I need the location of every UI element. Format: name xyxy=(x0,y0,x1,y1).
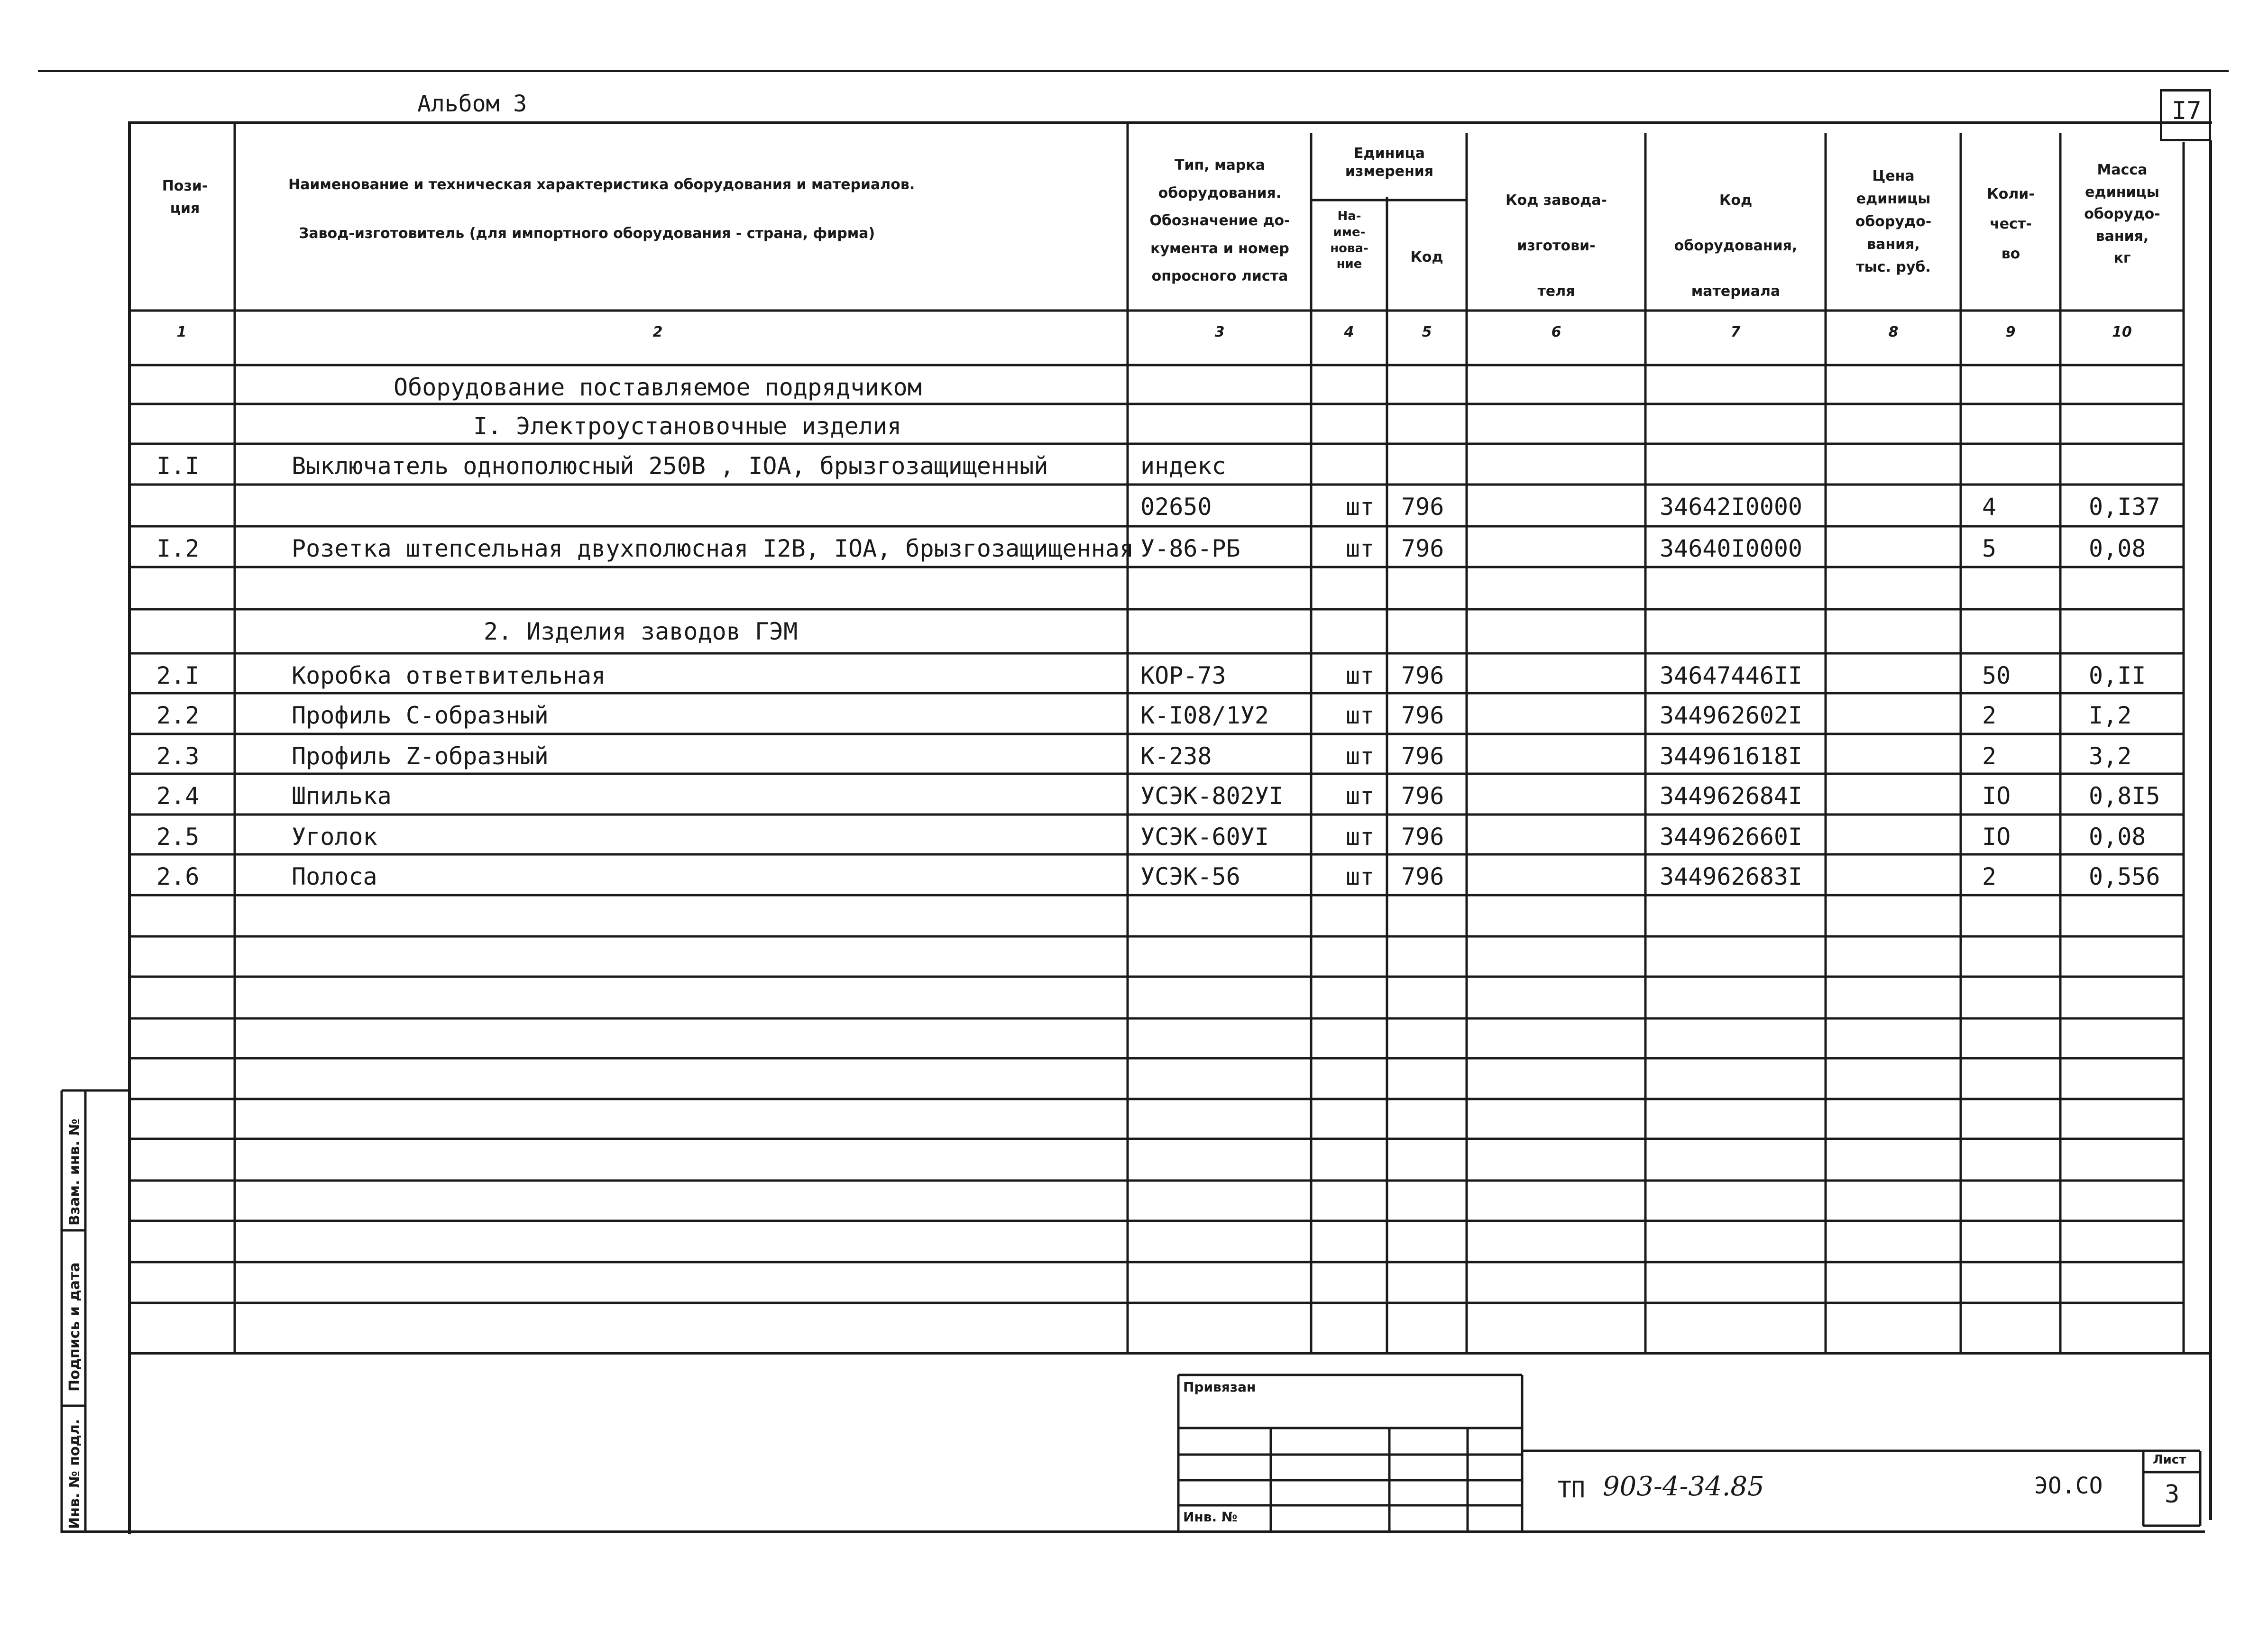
column-number: 6 xyxy=(1551,324,1561,340)
stamp-inv-label: Инв. № xyxy=(1183,1509,1238,1525)
cell-type: УСЭК-56 xyxy=(1140,863,1240,890)
cell-mass: 3,2 xyxy=(2089,742,2132,770)
cell-quantity: 2 xyxy=(1982,742,1997,770)
cell-unit-code: 796 xyxy=(1401,535,1444,562)
cell-quantity: 50 xyxy=(1982,662,2011,689)
cell-item-code: 34647446II xyxy=(1660,662,1803,689)
cell-item-code: 344962683I xyxy=(1660,863,1803,890)
column-number: 10 xyxy=(2112,324,2132,340)
side-label-signature-date: Подпись и дата xyxy=(66,1262,83,1392)
cell-unit: шт xyxy=(1346,782,1375,810)
cell-quantity: IO xyxy=(1982,782,2011,810)
cell-unit-code: 796 xyxy=(1401,662,1444,689)
header-name-line1: Наименование и техническая характеристика оборудования и материалов. xyxy=(288,176,915,193)
cell-type: индекс xyxy=(1140,452,1226,480)
column-number: 4 xyxy=(1344,324,1354,340)
cell-mass: 0,8I5 xyxy=(2089,782,2160,810)
cell-name: Розетка штепсельная двухполюсная I2В, IOA, брызгозащищенная xyxy=(292,535,1134,562)
cell-name: Оборудование поставляемое подрядчиком xyxy=(394,374,922,401)
stamp-attached-label: Привязан xyxy=(1183,1379,1256,1395)
cell-name: 2. Изделия заводов ГЭМ xyxy=(484,618,798,645)
header-unit-name: На- име- нова- ние xyxy=(1330,209,1368,272)
cell-quantity: IO xyxy=(1982,823,2011,851)
cell-quantity: 2 xyxy=(1982,863,1997,890)
cell-name: Профиль Z-образный xyxy=(292,742,549,770)
column-number: 2 xyxy=(652,324,663,340)
album-label: Альбом 3 xyxy=(417,91,527,117)
column-number: 3 xyxy=(1214,324,1225,340)
header-mass: Масса единицы оборудо- вания, кг xyxy=(2084,162,2160,266)
page-number: I7 xyxy=(2172,97,2202,125)
header-name-line2: Завод-изготовитель (для импортного оборудования - страна, фирма) xyxy=(299,225,875,242)
cell-unit-code: 796 xyxy=(1401,782,1444,810)
header-type: Тип, марка оборудования. Обозначение до- кумента и номер опросного листа xyxy=(1149,157,1290,284)
cell-mass: 0,II xyxy=(2089,662,2146,689)
column-number: 9 xyxy=(2005,324,2016,340)
column-number: 7 xyxy=(1730,324,1741,340)
header-unit-group: Единица измерения xyxy=(1345,145,1434,180)
cell-position: I.I xyxy=(156,452,200,480)
cell-mass: 0,556 xyxy=(2089,863,2160,890)
cell-position: 2.4 xyxy=(156,782,200,810)
column-number: 8 xyxy=(1888,324,1899,340)
cell-unit: шт xyxy=(1346,662,1375,689)
cell-name: Профиль С-образный xyxy=(292,702,549,729)
cell-mass: 0,08 xyxy=(2089,823,2146,851)
sheet-label: Лист xyxy=(2153,1453,2186,1467)
cell-position: 2.5 xyxy=(156,823,200,851)
column-number: 1 xyxy=(176,324,187,340)
doc-section-code: ЭО.СО xyxy=(2034,1473,2103,1499)
cell-mass: 0,08 xyxy=(2089,535,2146,562)
cell-unit-code: 796 xyxy=(1401,493,1444,521)
cell-name: Уголок xyxy=(292,823,377,851)
sheet-number: 3 xyxy=(2165,1480,2180,1509)
header-price: Цена единицы оборудо- вания, тыс. руб. xyxy=(1855,168,1932,275)
cell-unit: шт xyxy=(1346,742,1375,770)
cell-type: У-86-РБ xyxy=(1140,535,1240,562)
cell-unit-code: 796 xyxy=(1401,742,1444,770)
cell-unit: шт xyxy=(1346,702,1375,729)
cell-name: Полоса xyxy=(292,863,377,890)
cell-unit: шт xyxy=(1346,535,1375,562)
cell-name: I. Электроустановочные изделия xyxy=(473,412,902,440)
cell-mass: I,2 xyxy=(2089,702,2132,729)
doc-code-handwritten: 903-4-34.85 xyxy=(1603,1471,1764,1502)
cell-item-code: 34642I0000 xyxy=(1660,493,1803,521)
header-quantity: Коли- чест- во xyxy=(1987,186,2035,262)
cell-position: 2.6 xyxy=(156,863,200,890)
cell-item-code: 344962602I xyxy=(1660,702,1803,729)
cell-name: Коробка ответвительная xyxy=(292,662,606,689)
cell-unit-code: 796 xyxy=(1401,702,1444,729)
column-number: 5 xyxy=(1422,324,1432,340)
cell-quantity: 2 xyxy=(1982,702,1997,729)
cell-position: 2.2 xyxy=(156,702,200,729)
cell-position: 2.3 xyxy=(156,742,200,770)
cell-item-code: 344962660I xyxy=(1660,823,1803,851)
cell-item-code: 344961618I xyxy=(1660,742,1803,770)
cell-name: Выключатель однополюсный 250В , IOA, брызгозащищенный xyxy=(292,452,1048,480)
cell-unit: шт xyxy=(1346,863,1375,890)
cell-item-code: 34640I0000 xyxy=(1660,535,1803,562)
cell-type: К-I08/1У2 xyxy=(1140,702,1269,729)
header-position: Пози- ция xyxy=(162,178,208,217)
cell-position: I.2 xyxy=(156,535,200,562)
cell-quantity: 4 xyxy=(1982,493,1997,521)
cell-name: Шпилька xyxy=(292,782,392,810)
cell-type: КОР-73 xyxy=(1140,662,1226,689)
cell-unit-code: 796 xyxy=(1401,863,1444,890)
cell-item-code: 344962684I xyxy=(1660,782,1803,810)
header-unit-code: Код xyxy=(1410,249,1443,266)
cell-type: УСЭК-802УI xyxy=(1140,782,1284,810)
cell-quantity: 5 xyxy=(1982,535,1997,562)
cell-type: 02650 xyxy=(1140,493,1212,521)
doc-code-prefix: ТП xyxy=(1558,1476,1585,1503)
side-label-original-inv: Инв. № подл. xyxy=(66,1419,83,1529)
side-label-replace-inv: Взам. инв. № xyxy=(66,1118,83,1226)
cell-unit-code: 796 xyxy=(1401,823,1444,851)
cell-unit: шт xyxy=(1346,823,1375,851)
cell-mass: 0,I37 xyxy=(2089,493,2160,521)
cell-type: УСЭК-60УI xyxy=(1140,823,1269,851)
header-item-code: Код оборудования, материала xyxy=(1674,192,1798,300)
cell-position: 2.I xyxy=(156,662,200,689)
cell-type: К-238 xyxy=(1140,742,1212,770)
cell-unit: шт xyxy=(1346,493,1375,521)
header-plant-code: Код завода- изготови- теля xyxy=(1506,192,1607,300)
